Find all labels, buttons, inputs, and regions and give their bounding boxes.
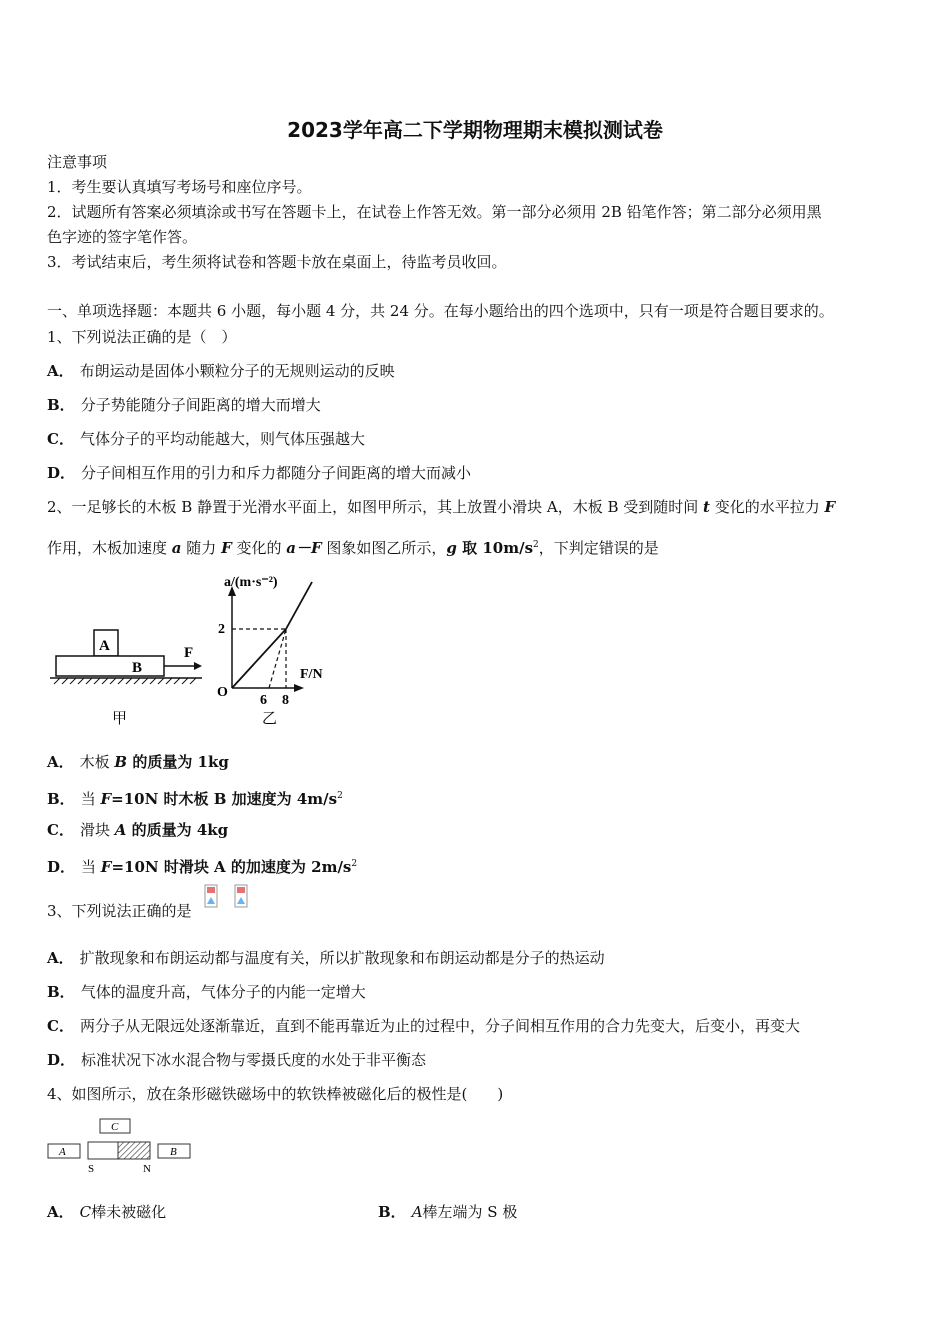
- x-axis-label: F/N: [300, 667, 323, 682]
- option-text: 气体分子的平均动能越大，则气体压强越大: [79, 430, 365, 448]
- option-label: D．: [47, 464, 76, 482]
- q1-option-b: [47, 395, 321, 415]
- origin-label: O: [217, 685, 228, 700]
- q4-stem: 4、如图所示，放在条形磁铁磁场中的软铁棒被磁化后的极性是( ): [47, 1085, 504, 1103]
- notice-item-2: 2．试题所有答案必须填涂或书写在答题卡上，在试卷上作答无效。第一部分必须用 2B 铅笔作答；第二部分必须用黑: [47, 203, 822, 221]
- q1-option-a: [47, 361, 395, 381]
- y-axis-label: a/(m·s⁻²): [224, 575, 278, 590]
- graph-line-upper: [286, 582, 312, 629]
- q4-option-b: B． A棒左端为 S 极: [378, 1203, 518, 1221]
- q1-option-c: [47, 429, 365, 449]
- q2-option-b: B． 当 F=10N 时木板 B 加速度为 $4m/s^2$: [47, 790, 343, 808]
- q2-option-a: A． 木板 B 的质量为 1kg: [47, 753, 229, 771]
- option-label: A．: [47, 362, 74, 380]
- broken-image-icon: [204, 884, 218, 908]
- broken-image-icon: [234, 884, 248, 908]
- magnet-n: [118, 1142, 150, 1159]
- q2-option-d: D． 当 F=10N 时滑块 A 的加速度为 $2m/s^2$: [47, 858, 358, 876]
- q2-option-c: C． 滑块 A 的质量为 4kg: [47, 821, 229, 839]
- q2-stem-line1: 2、一足够长的木板 B 静置于光滑水平面上，如图甲所示，其上放置小滑块 A，木板 B 受到随时间 t 变化的水平拉力 F: [47, 498, 836, 516]
- arrowhead-icon: [194, 662, 202, 670]
- q3-stem: 3、下列说法正确的是: [47, 902, 192, 920]
- q1-option-d: [47, 463, 471, 483]
- notice-heading: 注意事项: [47, 153, 108, 171]
- option-label: B．: [47, 396, 75, 414]
- q3-option-b: B． 气体的温度升高，气体分子的内能一定增大: [47, 983, 366, 1001]
- force-label: F: [184, 645, 194, 661]
- x-tick-label-8: 8: [282, 693, 289, 708]
- option-text: 分子势能随分子间距离的增大而增大: [80, 396, 321, 414]
- section-heading: 一、单项选择题：本题共 6 小题，每小题 4 分，共 24 分。在每小题给出的四个选项中，只有一项是符合题目要求的。: [47, 302, 834, 320]
- board-b-label: B: [132, 660, 143, 676]
- q3-option-d: D． 标准状况下冰水混合物与零摄氏度的水处于非平衡态: [47, 1051, 427, 1069]
- ground-hatch: [54, 678, 196, 684]
- svg-text:S: S: [88, 1163, 95, 1175]
- svg-text:C: C: [111, 1121, 119, 1133]
- figure-label-jia: 甲: [112, 711, 128, 727]
- q2-figure: [44, 566, 344, 736]
- page-title: 2023学年高二下学期物理期末模拟测试卷: [287, 118, 663, 142]
- svg-text:B: B: [170, 1146, 177, 1158]
- notice-item-1: 1．考生要认真填写考场号和座位序号。: [47, 178, 312, 196]
- y-tick-label: 2: [218, 622, 225, 637]
- block-a-label: A: [99, 638, 110, 654]
- magnet-s: [88, 1142, 118, 1159]
- option-label: C．: [47, 430, 74, 448]
- figure-label-yi: 乙: [262, 711, 278, 727]
- notice-item-2-cont: 色字迹的签字笔作答。: [47, 228, 198, 246]
- q3-option-c: C． 两分子从无限远处逐渐靠近，直到不能再靠近为止的过程中，分子间相互作用的合力先变大，后变小，再变大: [47, 1017, 800, 1035]
- notice-item-3: 3．考试结束后，考生须将试卷和答题卡放在桌面上，待监考员收回。: [47, 253, 507, 271]
- q2-stem-line2: 作用，木板加速度 a 随力 F 变化的 a－F 图象如图乙所示，g 取 $10m/s^2$，下判定错误的是: [47, 539, 659, 557]
- svg-text:A: A: [59, 1146, 66, 1158]
- q1-stem: 1、下列说法正确的是（ ）: [47, 328, 237, 346]
- q4-option-a: A． C棒未被磁化: [47, 1203, 167, 1221]
- board-b: [56, 656, 164, 676]
- x-tick-label-6: 6: [260, 693, 267, 708]
- svg-text:N: N: [143, 1163, 151, 1175]
- option-text: 布朗运动是固体小颗粒分子的无规则运动的反映: [79, 362, 395, 380]
- q4-figure: [44, 1114, 194, 1176]
- q3-option-a: A． 扩散现象和布朗运动都与温度有关，所以扩散现象和布朗运动都是分子的热运动: [47, 949, 605, 967]
- x-axis-arrow-icon: [294, 684, 304, 692]
- option-text: 分子间相互作用的引力和斥力都随分子间距离的增大而减小: [81, 464, 472, 482]
